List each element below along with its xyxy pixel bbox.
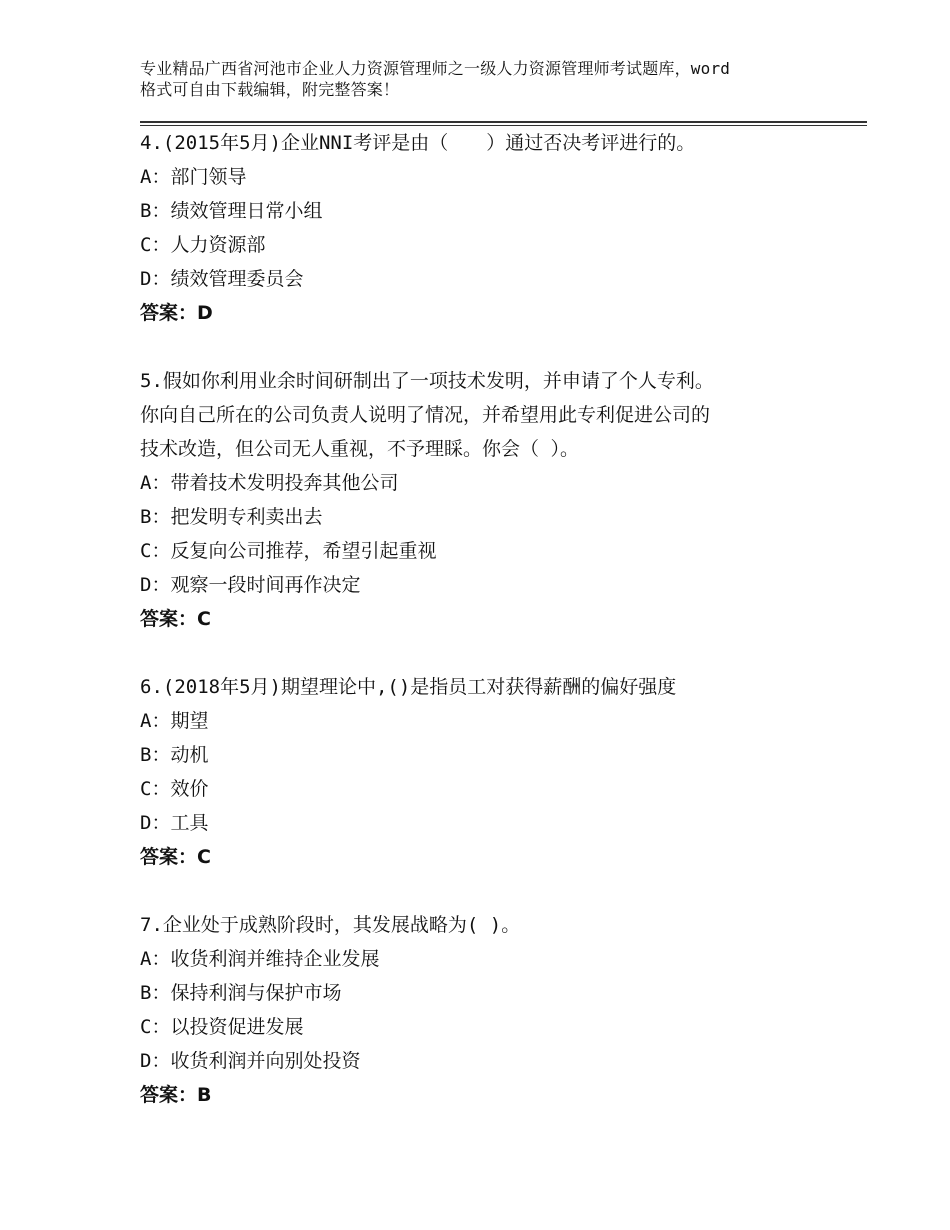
option-a: A：收货利润并维持企业发展 (140, 948, 380, 970)
question-block (140, 364, 860, 636)
answer-label: 答案：B (140, 1084, 212, 1106)
option-a: A：期望 (140, 710, 209, 732)
option-b: B：动机 (140, 744, 209, 766)
question-list (140, 126, 860, 1112)
option-a: A：部门领导 (140, 166, 247, 188)
answer-label: 答案：C (140, 846, 211, 868)
question-stem: 4.(2015年5月)企业NNI考评是由（ ）通过否决考评进行的。 (140, 132, 696, 154)
question-stem: 6.(2018年5月)期望理论中,()是指员工对获得薪酬的偏好强度 (140, 676, 677, 698)
option-d: D：绩效管理委员会 (140, 268, 304, 290)
question-stem: 你向自己所在的公司负责人说明了情况，并希望用此专利促进公司的 (140, 404, 711, 426)
option-c: C：效价 (140, 778, 209, 800)
question-stem: 7.企业处于成熟阶段时，其发展战略为( )。 (140, 914, 521, 936)
header-note-line: 专业精品广西省河池市企业人力资源管理师之一级人力资源管理师考试题库，word (140, 59, 731, 78)
option-c: C：人力资源部 (140, 234, 266, 256)
option-a: A：带着技术发明投奔其他公司 (140, 472, 399, 494)
question-stem: 技术改造，但公司无人重视，不予理睬。你会（ ）。 (140, 438, 579, 460)
question-stem: 5.假如你利用业余时间研制出了一项技术发明，并申请了个人专利。 (140, 370, 714, 392)
option-b: B：把发明专利卖出去 (140, 506, 323, 528)
option-b: B：保持利润与保护市场 (140, 982, 342, 1004)
option-d: D：收货利润并向别处投资 (140, 1050, 361, 1072)
question-block (140, 908, 860, 1112)
option-b: B：绩效管理日常小组 (140, 200, 323, 222)
option-d: D：工具 (140, 812, 209, 834)
header-note-line: 格式可自由下载编辑，附完整答案！ (140, 80, 400, 99)
answer-label: 答案：D (140, 302, 213, 324)
question-block (140, 126, 860, 330)
question-block (140, 670, 860, 874)
option-c: C：以投资促进发展 (140, 1016, 304, 1038)
option-c: C：反复向公司推荐，希望引起重视 (140, 540, 437, 562)
answer-label: 答案：C (140, 608, 211, 630)
header-note (140, 58, 840, 100)
header-divider (140, 121, 867, 123)
option-d: D：观察一段时间再作决定 (140, 574, 361, 596)
